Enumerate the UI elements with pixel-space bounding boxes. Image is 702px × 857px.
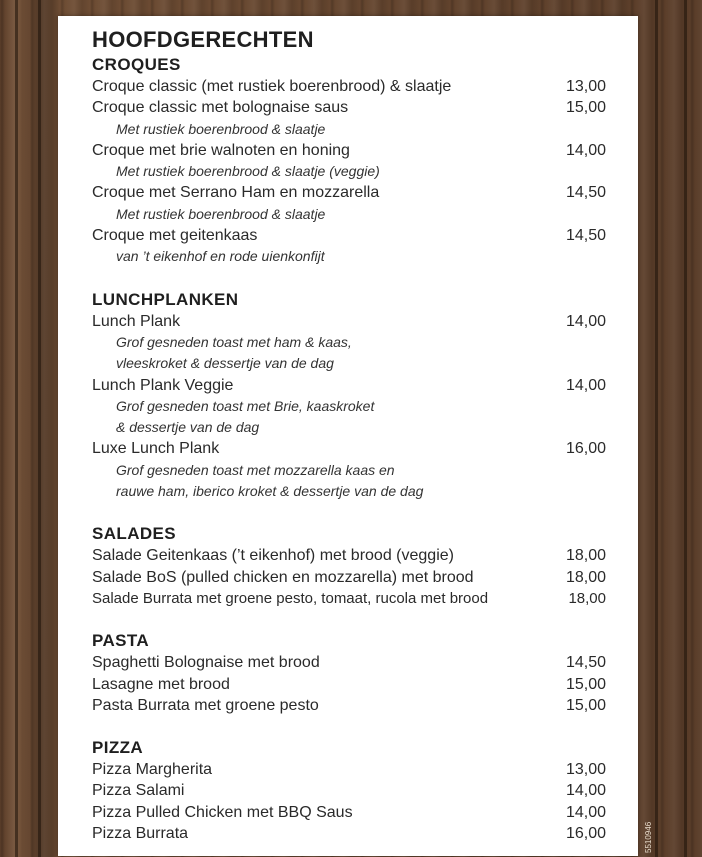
menu-item <box>92 802 606 823</box>
menu-item-price: 14,00 <box>565 141 606 159</box>
section-title: PIZZA <box>92 738 144 758</box>
menu-item-name: Luxe Lunch Plank <box>92 440 220 458</box>
menu-item-name: Croque met Serrano Ham en mozzarella <box>92 184 380 202</box>
menu-item-name: Croque classic (met rustiek boerenbrood) & slaatje <box>92 78 452 95</box>
menu-section-lunchplanken <box>92 289 606 503</box>
menu-item <box>92 438 606 459</box>
menu-item-name: Croque met geitenkaas <box>92 227 258 245</box>
menu-item-name: Lunch Plank Veggie <box>92 376 234 394</box>
menu-item-name: Lunch Plank <box>92 312 181 330</box>
menu-item-description: van ’t eikenhof en rode uienkonfijt <box>116 248 325 265</box>
menu-item-price: 14,00 <box>565 376 606 394</box>
menu-item <box>92 780 606 801</box>
menu-item <box>92 76 606 97</box>
menu-item-name: Pizza Pulled Chicken met BBQ Saus <box>92 803 353 821</box>
menu-item-price: 15,00 <box>565 696 606 714</box>
menu-item-price: 13,00 <box>565 761 606 779</box>
menu-item <box>92 545 606 566</box>
menu-item <box>92 695 606 716</box>
menu-item-name: Pasta Burrata met groene pesto <box>92 696 319 714</box>
section-spacer <box>92 609 606 630</box>
menu-item-name: Spaghetti Bolognaise met brood <box>92 654 320 672</box>
menu-card <box>58 16 638 856</box>
section-spacer <box>92 716 606 737</box>
menu-section-pasta <box>92 630 606 716</box>
menu-item-description: rauwe ham, iberico kroket & dessertje van de dag <box>116 483 424 500</box>
menu-item <box>92 225 606 246</box>
menu-item <box>92 652 606 673</box>
menu-item-price: 16,00 <box>565 825 606 843</box>
background-stock-code: 5510946 <box>644 821 653 853</box>
wood-plank-seam <box>684 0 687 857</box>
menu-item-description: Met rustiek boerenbrood & slaatje (veggie) <box>116 163 380 180</box>
wood-plank-seam <box>38 0 41 857</box>
menu-item-price: 14,00 <box>565 782 606 800</box>
menu-title: HOOFDGERECHTEN <box>92 27 314 52</box>
menu-item-description: Grof gesneden toast met ham & kaas, <box>116 333 352 350</box>
menu-item-description: Met rustiek boerenbrood & slaatje <box>116 120 326 137</box>
section-title: PASTA <box>92 631 150 651</box>
menu-section-pizza <box>92 737 606 844</box>
menu-item-name: Croque met brie walnoten en honing <box>92 141 350 159</box>
menu-item-price: 15,00 <box>565 99 606 117</box>
section-spacer <box>92 268 606 289</box>
menu-item-name: Pizza Salami <box>92 782 185 800</box>
section-title: SALADES <box>92 524 177 544</box>
menu-item-price: 14,50 <box>565 654 606 672</box>
wood-plank-seam <box>655 0 658 857</box>
menu-item-description: & dessertje van de dag <box>116 419 260 436</box>
menu-item <box>92 759 606 780</box>
menu-item <box>92 140 606 161</box>
menu-content <box>92 26 606 844</box>
menu-item-price: 18,00 <box>565 568 606 586</box>
menu-item-price: 18,00 <box>565 547 606 565</box>
menu-item-price: 15,00 <box>565 675 606 693</box>
section-spacer <box>92 502 606 523</box>
menu-item-description: Met rustiek boerenbrood & slaatje <box>116 205 326 222</box>
menu-item-name: Lasagne met brood <box>92 675 230 693</box>
menu-item-name: Pizza Margherita <box>92 761 213 779</box>
menu-item-description: vleeskroket & dessertje van de dag <box>116 355 334 372</box>
menu-item <box>92 823 606 844</box>
menu-item-description: Grof gesneden toast met mozzarella kaas en <box>116 461 395 478</box>
menu-item <box>92 182 606 203</box>
menu-section-croques <box>92 54 606 268</box>
menu-item <box>92 375 606 396</box>
menu-item-price: 18,00 <box>568 589 606 607</box>
menu-item <box>92 311 606 332</box>
menu-item-name: Salade Burrata met groene pesto, tomaat, rucola met brood <box>92 589 489 607</box>
menu-item <box>92 588 606 609</box>
menu-item-price: 14,50 <box>565 184 606 202</box>
menu-item-price: 14,00 <box>565 312 606 330</box>
menu-item-description: Grof gesneden toast met Brie, kaaskroket <box>116 397 375 414</box>
menu-item-name: Pizza Burrata <box>92 825 189 843</box>
menu-item-name: Croque classic met bolognaise saus <box>92 99 349 117</box>
menu-item <box>92 674 606 695</box>
menu-section-salades <box>92 523 606 609</box>
menu-item-name: Salade BoS (pulled chicken en mozzarella) met brood <box>92 568 474 586</box>
section-title: CROQUES <box>92 55 181 74</box>
menu-item-price: 14,50 <box>565 227 606 245</box>
menu-item <box>92 97 606 118</box>
menu-item <box>92 567 606 588</box>
menu-item-price: 13,00 <box>565 78 606 95</box>
wood-plank-seam <box>15 0 18 857</box>
menu-item-price: 14,00 <box>565 803 606 821</box>
menu-item-price: 16,00 <box>565 440 606 458</box>
menu-item-name: Salade Geitenkaas (’t eikenhof) met brood (veggie) <box>92 547 454 565</box>
section-title: LUNCHPLANKEN <box>92 289 239 309</box>
